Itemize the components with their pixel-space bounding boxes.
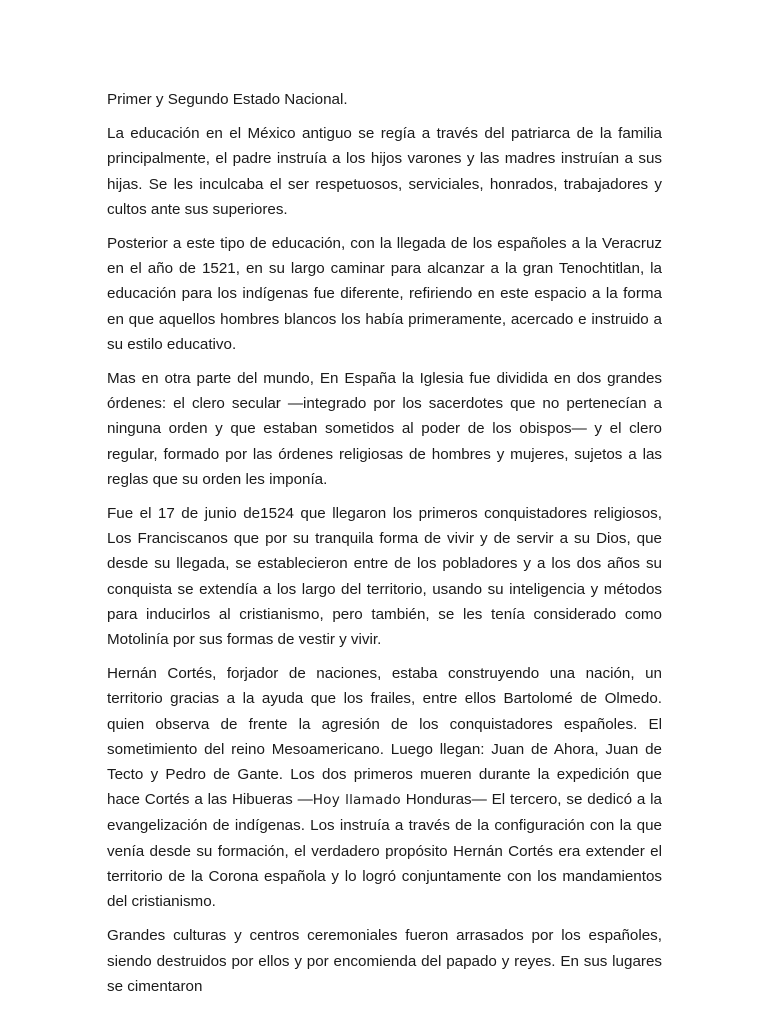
document-title: Primer y Segundo Estado Nacional. [107, 91, 348, 108]
paragraph-cultures-destroyed: Grandes culturas y centros ceremoniales fueron arrasados por los españoles, siendo destruidos por ellos y por encomienda del papado y reyes. En sus lugares se cimentaron [107, 927, 662, 995]
paragraph-hernan-cortes-text-1: Hernán Cortés, forjador de naciones, estaba construyendo una nación, un territorio gracias a la ayuda que los frailes, entre ellos Bartolomé de Olmedo. quien observa de frente la agresión de los conquistadores españoles. El sometimiento del reino Mesoamericano. Luego llegan: Juan de Ahora, Juan de Tecto y Pedro de Gante. Los dos primeros mueren durante la expedición que hace Cortés a las Hibueras — [107, 665, 662, 809]
paragraph-church-orders: Mas en otra parte del mundo, En España la Iglesia fue dividida en dos grandes órdenes: el clero secular —integrado por los sacerdotes que no pertenecían a ninguna orden y que estaban sometidos al poder de los obispos— y el clero regular, formado por las órdenes religiosas de hombres y mujeres, sujetos a las reglas que su orden les imponía. [107, 370, 662, 488]
paragraph-arrival-spaniards: Posterior a este tipo de educación, con la llegada de los españoles a la Veracruz en el año de 1521, en su largo caminar para alcanzar a la gran Tenochtitlan, la educación para los indígenas fue diferente, refiriendo en este espacio a la forma en que aquellos hombres blancos los había primeramente, acercado e instruido a su estilo educativo. [107, 235, 662, 353]
paragraph-franciscans: Fue el 17 de junio de1524 que llegaron los primeros conquistadores religiosos, Los Franciscanos que por su tranquila forma de vivir y de servir a su Dios, que desde su llegada, se establecieron entre de los pobladores y a los dos años su conquista se extendía a los largo del territorio, usando su inteligencia y métodos para inducirlos al cristianismo, pero también, se les tenía considerado como Motolinía por sus formas de vestir y vivir. [107, 505, 662, 649]
paragraph-hernan-cortes-note: Hoy llamado [312, 792, 401, 809]
paragraph-hernan-cortes-text-2: Honduras— El tercero, se dedicó a la evangelización de indígenas. Los instruía a través de la configuración con la que venía desde su formación, el verdadero propósito Hernán Cortés era extender el territorio de la Corona española y lo logró conjuntamente con los mandamientos del cristianismo. [107, 791, 662, 911]
paragraph-hernan-cortes [107, 661, 662, 914]
paragraph-education-ancient: La educación en el México antiguo se regía a través del patriarca de la familia principalmente, el padre instruía a los hijos varones y las madres instruían a sus hijas. Se les inculcaba el ser respetuosos, serviciales, honrados, trabajadores y cultos ante sus superiores. [107, 125, 662, 218]
document-page [107, 87, 662, 1008]
